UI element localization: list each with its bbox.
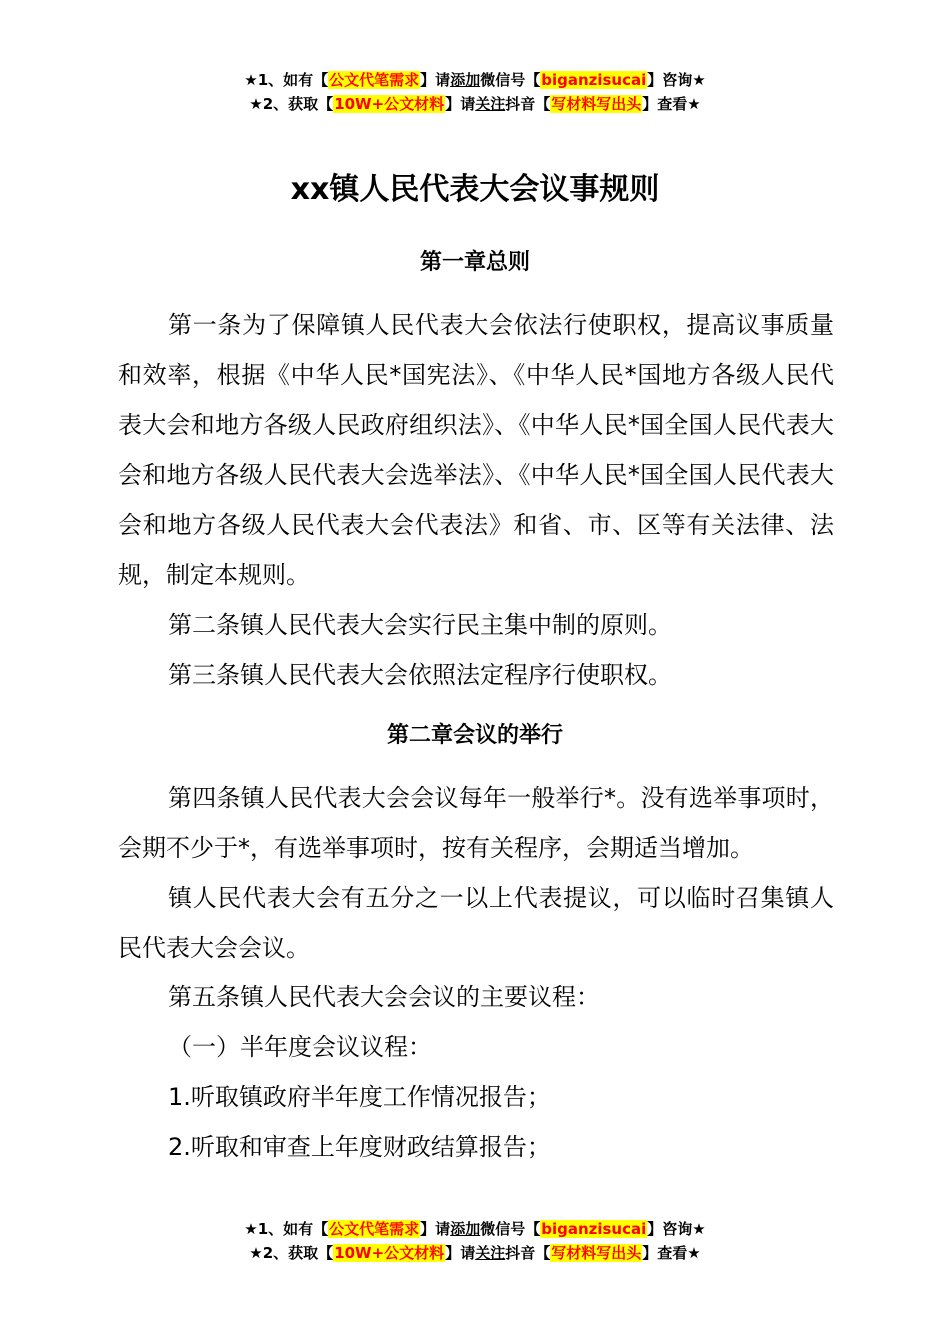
banner-text: ★2、获取【 — [249, 1244, 334, 1262]
banner-text: 】查看★ — [642, 95, 701, 113]
banner-douyin-id: 写材料写出头 — [551, 1244, 642, 1262]
article-5: 第五条镇人民代表大会会议的主要议程： — [168, 983, 600, 1011]
banner-line-1 — [0, 1217, 950, 1241]
banner-underline: 关注 — [475, 95, 506, 113]
banner-highlight: 公文代笔需求 — [329, 1220, 420, 1238]
banner-line-1 — [0, 68, 950, 92]
banner-text: 微信号【 — [480, 1220, 541, 1238]
banner-text: 微信号【 — [480, 71, 541, 89]
header-banner — [0, 68, 950, 116]
footer-banner — [0, 1217, 950, 1265]
banner-text: ★1、如有【 — [244, 71, 329, 89]
banner-wechat-id: biganzisucai — [541, 71, 647, 89]
article-2: 第二条镇人民代表大会实行民主集中制的原则。 — [168, 611, 672, 639]
banner-highlight: 公文代笔需求 — [329, 71, 420, 89]
article-4-continued: 镇人民代表大会有五分之一以上代表提议，可以临时召集镇人民代表大会会议。 — [118, 884, 834, 962]
banner-text: 抖音【 — [505, 1244, 551, 1262]
banner-douyin-id: 写材料写出头 — [551, 95, 642, 113]
banner-wechat-id: biganzisucai — [541, 1220, 647, 1238]
banner-text: 】咨询★ — [647, 71, 706, 89]
banner-text: ★1、如有【 — [244, 1220, 329, 1238]
banner-underline: 添加 — [450, 1220, 481, 1238]
banner-underline: 添加 — [450, 71, 481, 89]
banner-line-2 — [0, 1241, 950, 1265]
chapter-heading-2: 第二章会议的举行 — [386, 723, 563, 748]
banner-text: 】请 — [445, 95, 476, 113]
banner-text: ★2、获取【 — [249, 95, 334, 113]
banner-highlight: 10W+公文材料 — [334, 95, 445, 113]
article-4: 第四条镇人民代表大会会议每年一般举行*。没有选举事项时，会期不少于*，有选举事项时，按有关程序，会期适当增加。 — [118, 784, 834, 862]
banner-text: 】请 — [420, 71, 451, 89]
agenda-item-1-1: 1.听取镇政府半年度工作情况报告； — [168, 1083, 551, 1111]
article-3: 第三条镇人民代表大会依照法定程序行使职权。 — [168, 661, 672, 689]
agenda-item-1: （一）半年度会议议程： — [168, 1033, 432, 1061]
banner-text: 】请 — [445, 1244, 476, 1262]
banner-line-2 — [0, 92, 950, 116]
agenda-item-1-2: 2.听取和审查上年度财政结算报告； — [168, 1133, 551, 1161]
banner-underline: 关注 — [475, 1244, 506, 1262]
banner-text: 抖音【 — [505, 95, 551, 113]
document-title: xx镇人民代表大会议事规则 — [290, 172, 660, 207]
banner-highlight: 10W+公文材料 — [334, 1244, 445, 1262]
article-1: 第一条为了保障镇人民代表大会依法行使职权，提高议事质量和效率，根据《中华人民*国宪法》、《中华人民*国地方各级人民代表大会和地方各级人民政府组织法》、《中华人民*国全国人民代表大会和地方各级人民代表大会选举法》、《中华人民*国全国人民代表大会和地方各级人民代表大会代表法》和省、市、区等有关法律、法规，制定本规则。 — [118, 311, 834, 589]
banner-text: 】查看★ — [642, 1244, 701, 1262]
chapter-heading-1: 第一章总则 — [419, 250, 530, 275]
banner-text: 】请 — [420, 1220, 451, 1238]
banner-text: 】咨询★ — [647, 1220, 706, 1238]
